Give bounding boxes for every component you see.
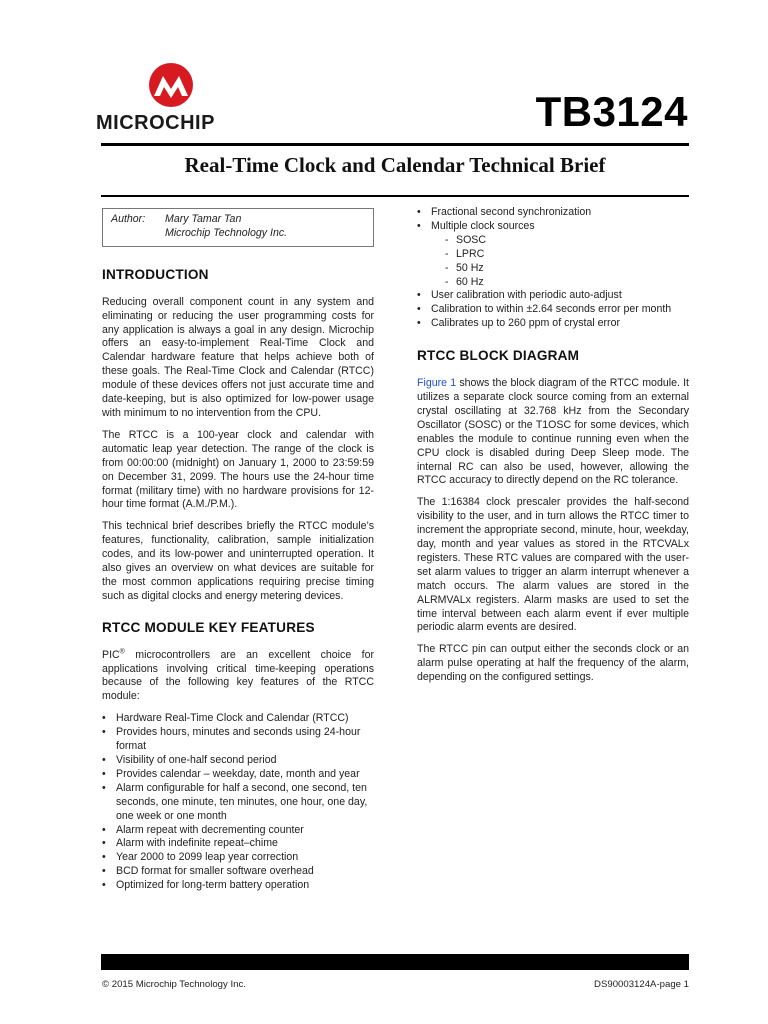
document-id: TB3124 <box>535 88 688 135</box>
block-diagram-heading: RTCC BLOCK DIAGRAM <box>417 348 580 364</box>
header-rule <box>101 143 689 146</box>
list-item: • BCD format for smaller software overhead <box>102 865 374 879</box>
list-item: • Alarm configurable for half a second, one second, ten seconds, one minute, ten minutes, one hour, one day, one week or one month <box>102 782 374 824</box>
list-item: - LPRC <box>445 248 689 262</box>
list-item: • Visibility of one-half second period <box>102 754 374 768</box>
author-company: Microchip Technology Inc. <box>165 226 288 239</box>
list-item: • User calibration with periodic auto-adjust <box>417 289 689 303</box>
intro-paragraph-3: This technical brief describes briefly the RTCC module’s features, functionality, calibration, sample initialization codes, and its low-power and uninterrupted operation. It also gives an overview on what devices are suitable for the most common applications requiring precise timing such as digital clocks and energy metering devices. <box>102 520 374 602</box>
author-box <box>102 208 374 247</box>
author-label: Author: <box>111 213 146 225</box>
list-item: • Calibrates up to 260 ppm of crystal error <box>417 317 689 331</box>
list-item: • Multiple clock sources - SOSC - LPRC - 50 Hz - 60 Hz <box>417 220 689 290</box>
logo-text: MICROCHIP <box>96 112 215 134</box>
introduction-heading: INTRODUCTION <box>102 266 209 282</box>
list-item: • Provides hours, minutes and seconds using 24-hour format <box>102 726 374 754</box>
list-item: • Calibration to within ±2.64 seconds error per month <box>417 303 689 317</box>
list-item: • Provides calendar – weekday, date, month and year <box>102 768 374 782</box>
features-list-continued <box>417 206 689 331</box>
features-intro: PIC® microcontrollers are an excellent choice for applications involving critical time-keeping operations because of the following key features of the RTCC module: <box>102 648 374 703</box>
footer-copyright: © 2015 Microchip Technology Inc. <box>102 979 246 990</box>
block-diagram-paragraph-1: Figure 1 shows the block diagram of the RTCC module. It utilizes a separate clock source coming from an external crystal oscillating at 32.768 kHz from the Secondary Oscillator (SOSC) or the T1OSC for some devices, which enables the module to continue running even when the CPU clock is disabled during Deep Sleep mode. The internal RC can also be used, however, allowing the RTCC accuracy to directly depend on the RC tolerance. <box>417 377 689 487</box>
list-item: - 50 Hz <box>445 262 689 276</box>
footer-bar <box>101 954 689 970</box>
footer-page-number: DS90003124A-page 1 <box>594 979 689 990</box>
block-diagram-paragraph-3: The RTCC pin can output either the seconds clock or an alarm pulse operating at half the frequency of the alarm, depending on the configured settings. <box>417 643 689 684</box>
left-column <box>102 208 374 901</box>
list-item: • Alarm repeat with decrementing counter <box>102 824 374 838</box>
list-item: • Optimized for long-term battery operation <box>102 879 374 893</box>
title-rule <box>101 195 689 197</box>
list-item: - 60 Hz <box>445 276 689 290</box>
list-item: - SOSC <box>445 234 689 248</box>
features-list <box>102 712 374 893</box>
microchip-logo <box>96 62 246 140</box>
features-heading: RTCC MODULE KEY FEATURES <box>102 619 315 635</box>
list-item: • Alarm with indefinite repeat–chime <box>102 837 374 851</box>
right-column <box>417 206 689 693</box>
intro-paragraph-2: The RTCC is a 100-year clock and calendar with automatic leap year detection. The range of the clock is from 00:00:00 (midnight) on January 1, 2000 to 23:59:59 on December 31, 2099. The hours use the 24-hour time format (military time) with no hardware provisions for 12-hour time format (A.M./P.M.). <box>102 428 374 511</box>
list-item: • Hardware Real-Time Clock and Calendar (RTCC) <box>102 712 374 726</box>
clock-sources-list <box>431 234 689 290</box>
block-diagram-paragraph-2: The 1:16384 clock prescaler provides the half-second visibility to the user, and in turn allows the RTCC timer to increment the appropriate second, minute, hour, weekday, day, month and year values as stored in the RTCVALx registers. These RTC values are compared with the user-set alarm values to trigger an alarm interrupt whenever a match occurs. The alarm values are stored in the ALRMVALx registers. Alarm masks are used to set the time interval between each alarm event if ever multiple periodic alarm events are desired. <box>417 496 689 634</box>
page-title: Real-Time Clock and Calendar Technical Brief <box>184 153 606 177</box>
list-item: • Fractional second synchronization <box>417 206 689 220</box>
list-item: • Year 2000 to 2099 leap year correction <box>102 851 374 865</box>
figure-1-link[interactable]: Figure 1 <box>417 377 457 390</box>
intro-paragraph-1: Reducing overall component count in any system and eliminating or reducing the user programming costs for any application is always a goal in any design. Microchip offers an easy-to-implement Real-Time Clock and Calendar hardware feature that helps achieve both of these goals. The Real-Time Clock and Calendar (RTCC) module of these devices offers not just accurate time and date-keeping, but is also optimized for low-power usage with minimum to no intervention from the CPU. <box>102 295 374 419</box>
author-name: Mary Tamar Tan <box>165 213 242 225</box>
microchip-logo-icon <box>148 62 194 108</box>
